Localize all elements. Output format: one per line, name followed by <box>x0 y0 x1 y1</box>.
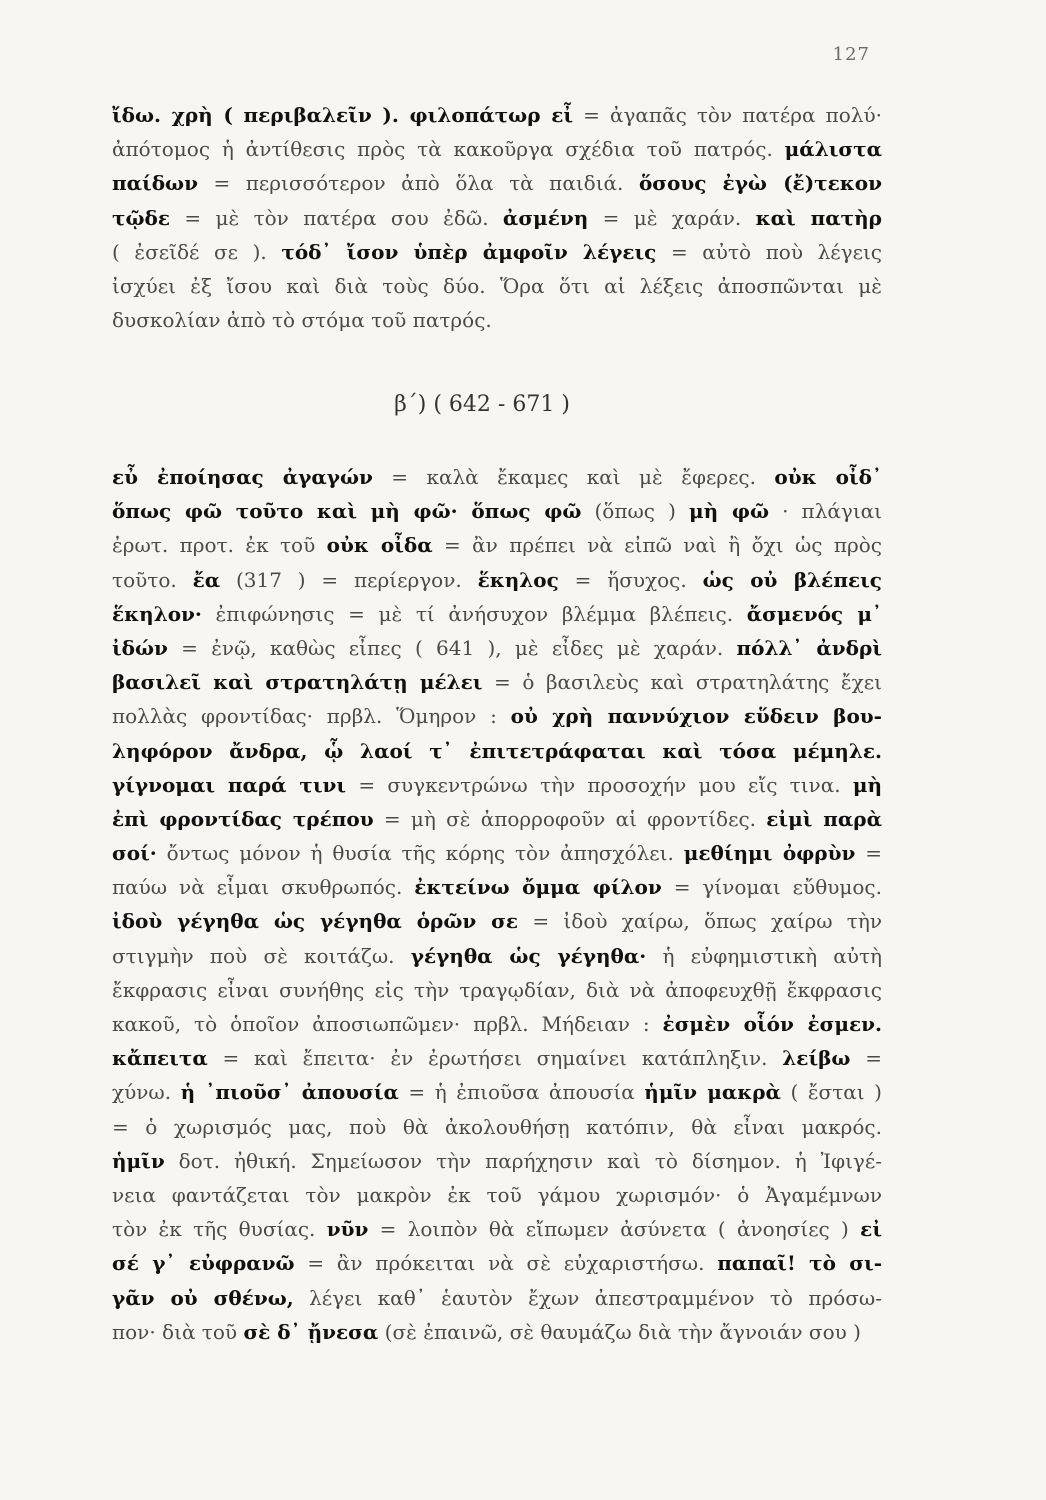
text-line <box>112 904 882 938</box>
text-line <box>112 768 882 802</box>
text-line <box>112 98 882 132</box>
lemma-text: γᾶν οὐ σθένω, <box>112 1285 294 1310</box>
commentary-paragraph-2 <box>112 460 882 1349</box>
gloss-text: χύνω. <box>112 1080 181 1105</box>
gloss-text: παύω νὰ εἶμαι σκυθρωπός. <box>112 875 415 900</box>
gloss-text: = αὐτὸ ποὺ λέγεις <box>656 239 882 264</box>
gloss-text: ( ἐσεῖδέ σε ). <box>112 239 282 264</box>
lemma-text: γέγηθα ὡς γέγηθα· <box>410 943 647 968</box>
lemma-text: καὶ πατὴρ <box>755 205 882 230</box>
lemma-text: λείβω <box>782 1046 851 1071</box>
gloss-text: = λοιπὸν θὰ εἴπωμεν ἀσύνετα ( ἀνοησίες ) <box>368 1217 861 1242</box>
text-line <box>112 631 882 665</box>
lemma-text: μὴ φῶ <box>688 499 770 524</box>
lemma-text: ἐσμὲν οἷόν ἐσμεν. <box>662 1012 882 1036</box>
lemma-text: ἴδω. χρὴ ( περιβαλεῖν ). φιλοπάτωρ εἶ <box>112 103 574 127</box>
gloss-text: = ὁ βασιλεὺς καὶ στρατηλάτης ἔχει <box>482 670 882 695</box>
lemma-text: σέ γ᾽ εὐφρανῶ <box>112 1251 295 1276</box>
text-line <box>112 1315 882 1349</box>
lemma-text: παπαῖ! τὸ σι- <box>717 1251 882 1276</box>
lemma-text: ἡμῖν <box>112 1148 165 1173</box>
text-line <box>112 1110 882 1144</box>
lemma-text: ἐπὶ φροντίδας τρέπου <box>112 806 374 831</box>
text-line <box>112 734 882 768</box>
lemma-text: ἀσμένη <box>502 205 589 230</box>
gloss-text: τοῦτο. <box>112 567 193 592</box>
text-line <box>112 303 882 337</box>
gloss-text: = ἥσυχος. <box>558 567 703 592</box>
text-line <box>112 836 882 870</box>
text-line <box>112 1212 882 1246</box>
text-line <box>112 870 882 904</box>
gloss-text: = ἀγαπᾶς τὸν πατέρα πολύ· <box>573 103 882 127</box>
gloss-text: ἔκφρασις εἶναι συνήθης εἰς τὴν τραγῳδίαν, διὰ νὰ ἀποφευχθῇ ἔκφρασις <box>112 977 882 1002</box>
lemma-text: οὐκ οἶδ᾽ <box>774 465 882 489</box>
lemma-text: γίγνομαι παρά τινι <box>112 772 347 797</box>
text-line <box>112 699 882 733</box>
lemma-text: εἰμὶ παρὰ <box>766 806 882 831</box>
lemma-text: τῷδε <box>112 205 170 230</box>
lemma-text: ἡμῖν μακρὰ <box>644 1080 781 1105</box>
text-line <box>112 1178 882 1212</box>
text-line <box>112 1075 882 1109</box>
gloss-text: πολλὰς φροντίδας· πρβλ. Ὅμηρον : <box>112 704 511 729</box>
gloss-text: λέγει καθ᾽ ἑαυτὸν ἔχων ἀπεστραμμένον τὸ πρόσω- <box>293 1285 882 1310</box>
gloss-text: = ἡ ἐπιοῦσα ἀπουσία <box>398 1080 645 1105</box>
section-heading: β΄) ( 642 - 671 ) <box>394 392 570 417</box>
lemma-text: ἄσμενός μ᾽ <box>746 601 882 626</box>
lemma-text: πόλλ᾽ ἀνδρὶ <box>736 635 882 660</box>
gloss-text: στιγμὴν ποὺ σὲ κοιτάζω. <box>112 943 411 968</box>
gloss-text: = ἐνῷ, καθὼς εἶπες ( 641 ), μὲ εἶδες μὲ χαράν. <box>167 635 737 660</box>
gloss-text: = περισσότερον ἀπὸ ὅλα τὰ παιδιά. <box>197 171 639 196</box>
gloss-text: ( ἔσται ) <box>780 1080 882 1105</box>
gloss-text: = συγκεντρώνω τὴν προσοχήν μου εἴς τινα. <box>346 772 853 797</box>
lemma-text: βασιλεῖ καὶ στρατηλάτῃ μέλει <box>112 670 483 695</box>
text-line <box>112 563 882 597</box>
lemma-text: οὐκ οἶδα <box>326 533 433 558</box>
lemma-text: ὅσους ἐγὼ (ἔ)τεκον <box>638 171 882 196</box>
gloss-text: ἰσχύει ἐξ ἴσου καὶ διὰ τοὺς δύο. Ὅρα ὅτι αἱ λέξεις ἀποσπῶνται μὲ <box>112 273 882 298</box>
text-line <box>112 1041 882 1075</box>
gloss-text: · πλάγιαι <box>769 499 882 524</box>
gloss-text: = μὲ τὸν πατέρα σου ἐδῶ. <box>170 205 503 230</box>
text-line <box>112 802 882 836</box>
gloss-text: τὸν ἐκ τῆς θυσίας. <box>112 1217 327 1242</box>
text-line <box>112 235 882 269</box>
gloss-text: (ὅπως ) <box>581 499 689 524</box>
lemma-text: εἰ <box>860 1217 882 1242</box>
text-line <box>112 1281 882 1315</box>
gloss-text: = ἂν πρέπει νὰ εἰπῶ ναὶ ἢ ὄχι ὡς πρὸς <box>432 533 882 558</box>
gloss-text: δυσκολίαν ἀπὸ τὸ στόμα τοῦ πατρός. <box>112 308 492 333</box>
lemma-text: μεθίημι ὀφρὺν <box>683 841 856 866</box>
lemma-text: ἕκηλον· <box>112 601 202 626</box>
gloss-text: = μὴ σὲ ἀπορροφοῦν αἱ φροντίδες. <box>373 806 767 831</box>
lemma-text: μάλιστα <box>784 137 882 162</box>
gloss-text: (σὲ ἐπαινῶ, σὲ θαυμάζω διὰ τὴν ἄγνοιάν σου ) <box>378 1319 861 1344</box>
gloss-text: πον· διὰ τοῦ <box>112 1319 244 1344</box>
text-line <box>112 494 882 528</box>
lemma-text: σὲ δ᾽ ᾔνεσα <box>243 1319 379 1344</box>
text-line <box>112 939 882 973</box>
text-line <box>112 201 882 235</box>
lemma-text: οὐ χρὴ παννύχιον εὕδειν βου- <box>510 704 882 729</box>
lemma-text: ἡ ᾽πιοῦσ᾽ ἀπουσία <box>180 1080 399 1105</box>
gloss-text: = μὲ χαράν. <box>588 205 756 230</box>
lemma-text: κἄπειτα <box>112 1046 208 1071</box>
lemma-text: εὖ ἐποίησας ἀγαγών <box>112 465 373 489</box>
text-line <box>112 1007 882 1041</box>
lemma-text: ἔα <box>192 567 221 592</box>
gloss-text: = γίνομαι εὔθυμος. <box>661 875 882 900</box>
text-line <box>112 1144 882 1178</box>
lemma-text: παίδων <box>112 171 198 196</box>
gloss-text: = καὶ ἔπειτα· ἐν ἐρωτήσει σημαίνει κατάπληξιν. <box>207 1046 783 1071</box>
lemma-text: σοί· <box>112 841 157 866</box>
gloss-text: = ἰδοὺ χαίρω, ὅπως χαίρω τὴν <box>518 909 882 934</box>
gloss-text: (317 ) = περίεργον. <box>220 567 478 592</box>
lemma-text: ὡς οὐ βλέπεις <box>702 567 882 592</box>
text-line <box>112 269 882 303</box>
commentary-paragraph-1 <box>112 98 882 337</box>
lemma-text: ἕκηλος <box>477 567 559 592</box>
gloss-text: = <box>850 1046 882 1071</box>
text-line <box>112 460 882 494</box>
lemma-text: ληφόρον ἄνδρα, ᾧ λαοί τ᾽ ἐπιτετράφαται καὶ τόσα μέμηλε. <box>112 738 882 763</box>
gloss-text: = καλὰ ἔκαμες καὶ μὲ ἔφερες. <box>372 465 775 489</box>
gloss-text: ἐπιφώνησις = μὲ τί ἀνήσυχον βλέμμα βλέπεις. <box>201 601 747 626</box>
lemma-text: μὴ <box>852 772 882 797</box>
text-line <box>112 597 882 631</box>
lemma-text: ὅπως φῶ τοῦτο καὶ μὴ φῶ· ὅπως φῶ <box>112 499 582 524</box>
gloss-text: νεια φαντάζεται τὸν μακρὸν ἐκ τοῦ γάμου χωρισμόν· ὁ Ἀγαμέμνων <box>112 1182 882 1207</box>
gloss-text: ἀπότομος ἡ ἀντίθεσις πρὸς τὰ κακοῦργα σχέδια τοῦ πατρός. <box>112 137 785 162</box>
text-line <box>112 973 882 1007</box>
gloss-text: κακοῦ, τὸ ὁποῖον ἀποσιωπῶμεν· πρβλ. Μήδειαν : <box>112 1012 663 1036</box>
text-line <box>112 528 882 562</box>
gloss-text: ἡ εὐφημιστικὴ αὐτὴ <box>646 943 882 968</box>
gloss-text: δοτ. ἠθική. Σημείωσον τὴν παρήχησιν καὶ τὸ δίσημον. ἡ Ἰφιγέ- <box>164 1148 882 1173</box>
gloss-text: = ὁ χωρισμός μας, ποὺ θὰ ἀκολουθήσῃ κατόπιν, θὰ εἶναι μακρός. <box>112 1114 882 1139</box>
lemma-text: ἰδοὺ γέγηθα ὡς γέγηθα ὁρῶν σε <box>112 909 519 934</box>
lemma-text: νῦν <box>326 1217 369 1242</box>
lemma-text: ἰδών <box>112 635 168 660</box>
lemma-text: ἐκτείνω ὄμμα φίλον <box>414 875 662 900</box>
lemma-text: τόδ᾽ ἴσον ὑπὲρ ἀμφοῖν λέγεις <box>281 239 657 264</box>
text-line <box>112 665 882 699</box>
gloss-text: ἐρωτ. προτ. ἐκ τοῦ <box>112 533 327 558</box>
gloss-text: = ἂν πρόκειται νὰ σὲ εὐχαριστήσω. <box>294 1251 718 1276</box>
text-line <box>112 166 882 200</box>
page-number: 127 <box>832 44 870 65</box>
gloss-text: = <box>855 841 882 866</box>
text-line <box>112 132 882 166</box>
text-line <box>112 1246 882 1280</box>
gloss-text: ὄντως μόνον ἡ θυσία τῆς κόρης τὸν ἀπησχόλει. <box>156 841 684 866</box>
